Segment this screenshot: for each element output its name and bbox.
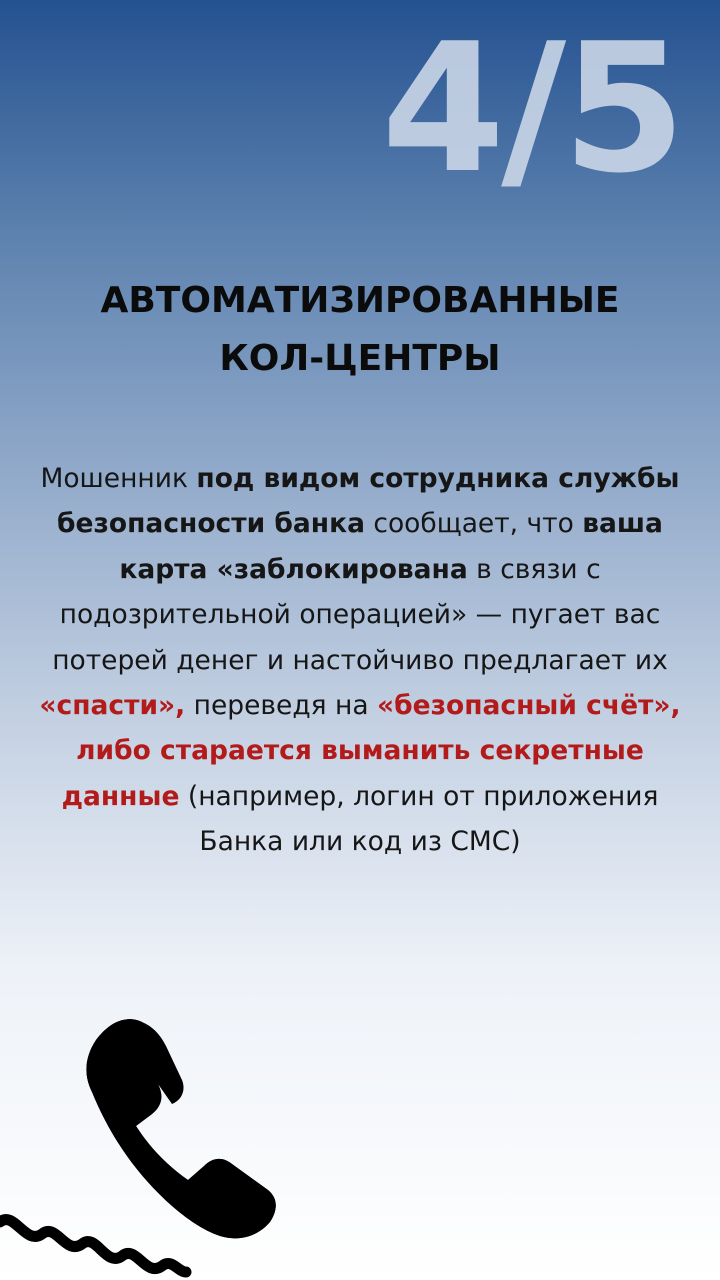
text-segment: переведя на: [185, 690, 378, 722]
text-segment: Мошенник: [40, 463, 197, 494]
text-segment: сообщает, что: [364, 508, 583, 540]
page-title-line-1: АВТОМАТИЗИРОВАННЫЕ: [100, 280, 620, 321]
red-highlight-segment: «спасти»,: [39, 690, 186, 722]
description-paragraph: [30, 456, 690, 865]
bold-segment: ваша карта «заблокирована: [119, 508, 663, 585]
red-highlight-segment: «безопасный счёт», либо старается выманить секретные данные: [61, 690, 681, 812]
text-segment: (например, логин от приложения Банка или код из СМС): [179, 780, 659, 858]
bold-segment: под видом сотрудника службы безопасности банка: [57, 463, 680, 540]
page-title: [0, 272, 720, 388]
page-counter: 4/5: [381, 5, 682, 212]
page-title-line-2: КОЛ-ЦЕНТРЫ: [219, 338, 501, 379]
text-segment: в связи с подозрительной операцией» — пугает вас потерей денег и настойчиво предлагает их: [52, 553, 668, 676]
telephone-handset-icon: [0, 1010, 300, 1280]
